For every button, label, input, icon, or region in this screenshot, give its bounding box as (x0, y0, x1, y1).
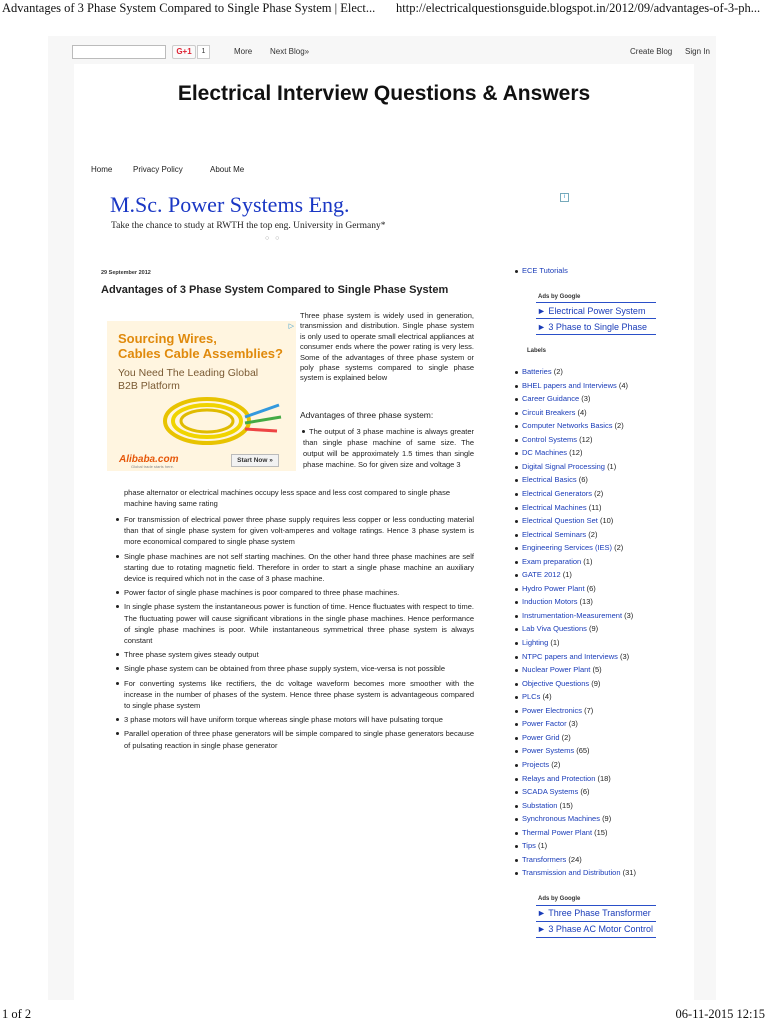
label-item (522, 475, 588, 484)
label-link[interactable]: Objective Questions (522, 678, 590, 688)
labels-heading: Labels (527, 348, 547, 354)
ad-link-3-phase-to-single-phase[interactable]: ► 3 Phase to Single Phase (537, 322, 647, 332)
adchoices-icon[interactable]: i (560, 193, 569, 202)
label-item (522, 719, 578, 728)
label-count: (3) (624, 610, 634, 620)
label-link[interactable]: Digital Signal Processing (522, 461, 605, 471)
label-item (522, 489, 603, 498)
label-count: (4) (618, 380, 629, 390)
label-item (522, 624, 598, 633)
label-count: (1) (583, 556, 593, 566)
blogger-navbar (72, 44, 716, 60)
label-link[interactable]: GATE 2012 (522, 570, 561, 580)
list-item: Parallel operation of three phase generators will be simple compared to single phase generators because of pulsating reaction in single phase generator (116, 728, 474, 750)
label-count: (2) (588, 529, 598, 539)
alibaba-ad-image[interactable] (107, 321, 296, 471)
bullet-icon (515, 534, 518, 537)
label-count: (6) (578, 475, 588, 485)
bullet-icon (515, 439, 518, 442)
label-link[interactable]: Circuit Breakers (522, 407, 576, 417)
label-count: (9) (602, 814, 612, 824)
ads-by-google-label: Ads by Google (538, 895, 581, 902)
label-link[interactable]: Tips (522, 841, 536, 851)
label-item (522, 381, 628, 390)
text-ad-banner[interactable] (110, 192, 570, 242)
ad-link-three-phase-transformer[interactable]: ► Three Phase Transformer (537, 907, 651, 918)
bullet-icon (515, 507, 518, 510)
tab-about-me[interactable]: About Me (210, 165, 245, 174)
label-item (522, 814, 611, 823)
label-item (522, 706, 593, 715)
alibaba-tagline: Global trade starts here. (131, 464, 174, 469)
label-count: (3) (568, 719, 578, 729)
more-menu-link[interactable]: More (234, 47, 253, 56)
label-count: (65) (576, 746, 590, 756)
bullet-icon (515, 778, 518, 781)
label-item (522, 855, 582, 864)
first-advantage-part-1: The output of 3 phase machine is always greater than single phase machine of same size. The output will be approximately 1.5 times than single phase machine. So for given size and voltage 3 (303, 427, 474, 469)
label-link[interactable]: Thermal Power Plant (522, 827, 593, 837)
label-item (522, 557, 592, 566)
label-link[interactable]: Power Grid (522, 732, 560, 742)
label-count: (11) (588, 502, 602, 512)
label-link[interactable]: DC Machines (522, 448, 568, 458)
label-link[interactable]: PLCs (522, 692, 541, 702)
label-item (522, 774, 611, 783)
ad-link-electrical-power-system[interactable]: ► Electrical Power System (537, 306, 646, 316)
bullet-icon (515, 764, 518, 767)
label-link[interactable]: Power Factor (522, 719, 567, 729)
label-count: (24) (568, 854, 582, 864)
print-page-title: Advantages of 3 Phase System Compared to Single Phase System | Elect... (2, 1, 376, 15)
adchoices-icon[interactable]: ▷ (288, 323, 294, 330)
label-item (522, 746, 590, 755)
label-link[interactable]: Projects (522, 759, 550, 769)
label-count: (7) (584, 705, 594, 715)
bullet-icon (515, 493, 518, 496)
bullet-icon (515, 683, 518, 686)
bullet-icon (515, 412, 518, 415)
list-item: 3 phase motors will have uniform torque whereas single phase motors will have pulsating torque (116, 714, 474, 725)
label-item (522, 665, 602, 674)
bullet-icon (515, 805, 518, 808)
post-date: 29 September 2012 (101, 270, 151, 276)
ad-line-1: Sourcing Wires, (118, 331, 217, 346)
ad-divider (536, 302, 656, 303)
label-link[interactable]: Computer Networks Basics (522, 421, 613, 431)
label-item (522, 367, 563, 376)
label-count: (2) (551, 759, 561, 769)
label-item (522, 760, 560, 769)
bullet-icon (515, 371, 518, 374)
print-datetime: 06-11-2015 12:15 (675, 1007, 765, 1021)
label-item (522, 611, 633, 620)
label-item (522, 733, 571, 742)
blog-title[interactable]: Electrical Interview Questions & Answers (177, 82, 591, 105)
post-title[interactable]: Advantages of 3 Phase System Compared to Single Phase System (101, 284, 449, 296)
label-item (522, 828, 607, 837)
label-link[interactable]: Nuclear Power Plant (522, 665, 591, 675)
bullet-icon (515, 466, 518, 469)
label-link[interactable]: Engineering Services (IES) (522, 543, 613, 553)
ad-line-3: You Need The Leading Global (118, 367, 259, 379)
label-link[interactable]: Electrical Machines (522, 502, 587, 512)
label-count: (5) (592, 665, 602, 675)
label-count: (2) (553, 367, 563, 376)
label-link[interactable]: Synchronous Machines (522, 814, 600, 824)
ad-divider (536, 905, 656, 906)
create-blog-link[interactable]: Create Blog (630, 47, 673, 56)
label-link[interactable]: Lighting (522, 638, 549, 647)
plus-one-count: 1 (197, 45, 210, 59)
cable-coil-image (157, 391, 287, 451)
ad-image-subtext (118, 367, 258, 392)
list-item: Three phase system gives steady output (116, 649, 474, 660)
list-item: For transmission of electrical power three phase supply requires less copper or less conducting material than that of single phase system for given volt-amperes and voltage ratings. Hence 3 phase system is more economical compared to single phase system (116, 514, 474, 548)
label-link[interactable]: Instrumentation-Measurement (522, 610, 623, 620)
label-count: (9) (589, 624, 599, 634)
ad-line-4: B2B Platform (118, 379, 180, 392)
bullet-icon (515, 270, 518, 273)
list-item: For converting systems like rectifiers, the dc voltage waveform becomes more smoother with the increase in the number of phases of the system. Hence three phase system is advantageous compared to single phase system (116, 678, 474, 712)
alibaba-logo: Alibaba.com (119, 454, 179, 465)
label-count: (2) (561, 732, 571, 742)
label-count: (1) (537, 841, 548, 851)
label-link[interactable]: Career Guidance (522, 394, 580, 404)
print-header (0, 0, 768, 20)
label-count: (12) (569, 448, 583, 458)
label-link[interactable]: Hydro Power Plant (522, 583, 585, 593)
label-link[interactable]: Induction Motors (522, 597, 578, 607)
label-link[interactable]: Substation (522, 800, 558, 810)
list-item: Power factor of single phase machines is poor compared to three phase machines. (116, 587, 474, 598)
label-link[interactable]: Electrical Question Set (522, 516, 598, 526)
label-count: (15) (559, 800, 573, 810)
label-link[interactable]: Electrical Generators (522, 488, 593, 498)
label-link[interactable]: Exam preparation (522, 556, 582, 566)
label-item (522, 570, 572, 579)
label-item (522, 435, 592, 444)
tab-home[interactable]: Home (91, 165, 113, 174)
label-count: (15) (594, 827, 608, 837)
ad-divider (536, 921, 656, 922)
print-page-number: 1 of 2 (2, 1007, 32, 1021)
list-item: In single phase system the instantaneous power is function of time. Hence fluctuates with respect to time. The fluctuating power will cause significant vibrations in the single phase machines. Hence performance of single phase machines is poor. While instantaneous symmetrical three phase system is always constant (116, 601, 474, 646)
label-count: (1) (550, 638, 560, 647)
label-count: (18) (597, 773, 611, 783)
label-count: (10) (599, 516, 614, 526)
ads-by-google-label: Ads by Google (538, 294, 581, 300)
label-link[interactable]: Relays and Protection (522, 773, 596, 783)
google-plus-one-button[interactable]: G+1 (172, 45, 196, 59)
label-link[interactable]: Power Electronics (522, 705, 583, 715)
label-item (522, 584, 596, 593)
search-input[interactable] (72, 45, 166, 59)
label-link[interactable]: Transmission and Distribution (522, 868, 621, 878)
bullet-icon (515, 561, 518, 564)
bullet-icon (515, 859, 518, 862)
label-count: (1) (607, 461, 617, 471)
bullet-icon (515, 710, 518, 713)
label-item (522, 503, 601, 512)
label-item (522, 543, 623, 552)
ad-pager-icon: ○ ○ (265, 235, 282, 242)
bullet-icon (515, 588, 518, 591)
label-count: (4) (577, 407, 587, 417)
label-count: (4) (542, 692, 552, 702)
label-item (522, 787, 590, 796)
advantages-list (116, 514, 474, 754)
label-count: (6) (580, 787, 590, 797)
label-item (522, 692, 552, 701)
list-item: Single phase system can be obtained from three phase supply system, vice-versa is not possible (116, 663, 474, 674)
label-link[interactable]: Batteries (522, 367, 552, 376)
bullet-icon (515, 642, 518, 645)
label-item (522, 462, 616, 471)
first-advantage (303, 426, 474, 470)
tab-privacy-policy[interactable]: Privacy Policy (133, 165, 183, 174)
label-item (522, 679, 600, 688)
label-item (522, 638, 560, 647)
ad-headline[interactable]: M.Sc. Power Systems Eng. (110, 192, 350, 217)
label-count: (2) (594, 488, 604, 498)
label-count: (3) (581, 394, 591, 404)
label-count: (13) (579, 597, 593, 607)
label-item (522, 394, 590, 403)
label-link[interactable]: SCADA Systems (522, 787, 579, 797)
label-link[interactable]: NTPC papers and Interviews (522, 651, 618, 661)
label-item (522, 530, 597, 539)
bullet-icon (515, 737, 518, 740)
label-item (522, 801, 573, 810)
ad-divider (536, 318, 656, 319)
label-link[interactable]: Control Systems (522, 434, 578, 444)
label-item (522, 448, 582, 457)
ad-image-headline (118, 331, 283, 361)
label-item (522, 516, 613, 525)
label-item (522, 597, 593, 606)
ad-divider (536, 937, 656, 938)
advantages-heading: Advantages of three phase system: (300, 410, 434, 420)
label-count: (6) (586, 583, 596, 593)
label-item (522, 652, 629, 661)
label-link[interactable]: Electrical Seminars (522, 529, 587, 539)
list-item: Single phase machines are not self starting machines. On the other hand three phase machines are self starting due to rotating magnetic field. Therefore in order to start a single phase machine an auxiliary device is required which not in the case of 3 phase machine. (116, 551, 474, 585)
label-link[interactable]: BHEL papers and Interviews (522, 380, 617, 390)
label-count: (12) (579, 434, 593, 444)
label-item (522, 841, 547, 850)
ad-line-2: Cables Cable Assemblies? (118, 346, 283, 361)
sign-in-link[interactable]: Sign In (685, 47, 710, 56)
label-count: (2) (614, 421, 624, 431)
print-page-url: http://electricalquestionsguide.blogspot.in/2012/09/advantages-of-3-ph... (396, 1, 761, 15)
label-item (522, 408, 587, 417)
label-item (522, 421, 624, 430)
label-link[interactable]: Transformers (522, 854, 567, 864)
ad-subline: Take the chance to study at RWTH the top eng. University in Germany* (111, 221, 386, 231)
next-blog-link[interactable]: Next Blog» (270, 47, 310, 56)
first-advantage-part-2: phase alternator or electrical machines occupy less space and less cost compared to single phase machine having same rating (124, 488, 451, 508)
label-count: (3) (619, 651, 630, 661)
label-link[interactable]: Power Systems (522, 746, 575, 756)
start-now-button[interactable]: Start Now » (231, 454, 279, 467)
label-link[interactable]: Electrical Basics (522, 475, 577, 485)
bullet-icon (515, 832, 518, 835)
ad-link-3-phase-ac-motor-control[interactable]: ► 3 Phase AC Motor Control (537, 923, 653, 934)
sidebar-link-ece-tutorials[interactable]: ECE Tutorials (522, 266, 568, 275)
print-footer (0, 1007, 768, 1024)
label-count: (2) (614, 543, 624, 553)
post-intro: Three phase system is widely used in generation, transmission and distribution. Single phase system is only used to operate small electrical appliances at consumer ends where the power rating is very less. Some of the advantages of three phase system or poly phase systems compared to single phase system is explained below (300, 311, 474, 383)
label-count: (31) (622, 868, 636, 878)
label-count: (1) (562, 570, 572, 580)
label-item (522, 868, 636, 877)
ad-divider (536, 334, 656, 335)
bullet-icon (515, 385, 518, 388)
bullet-icon (515, 656, 518, 659)
label-link[interactable]: Lab Viva Questions (522, 624, 587, 634)
label-count: (9) (591, 678, 601, 688)
bullet-icon (515, 615, 518, 618)
